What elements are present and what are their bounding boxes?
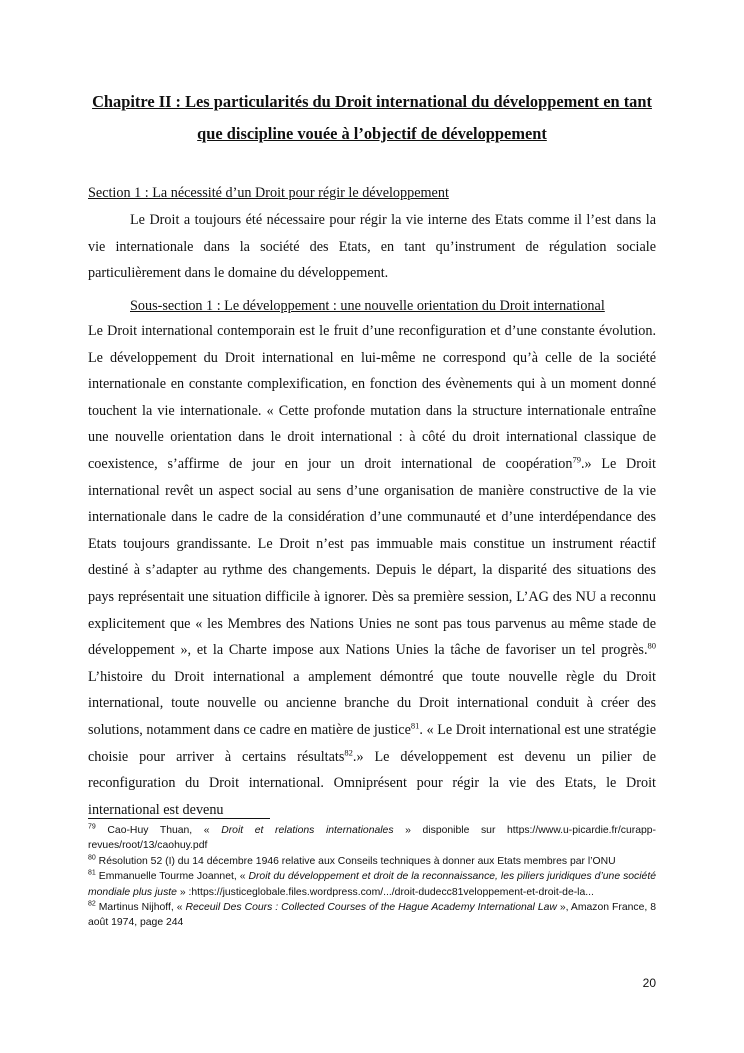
paragraph-text-4: . « Le Droit international est une stratégie choisie pour arriver à certains résultats	[88, 721, 656, 765]
subsection-paragraph	[88, 318, 656, 823]
footnote-text: » :https://justiceglobale.files.wordpress.com/.../droit-dudecc81veloppement-et-droit-de-la...	[176, 886, 594, 898]
footnote-number: 82	[88, 900, 96, 908]
footnote-number: 79	[88, 823, 96, 831]
footnote-81	[88, 869, 656, 900]
subsection-heading: Sous-section 1 : Le développement : une nouvelle orientation du Droit international	[130, 298, 605, 314]
footnote-number: 81	[88, 869, 96, 877]
footnote-ref-82: 82	[344, 746, 353, 757]
footnote-title: Droit et relations internationales	[221, 825, 394, 836]
footnote-title: Receuil Des Cours : Collected Courses of the Hague Academy International Law	[185, 902, 557, 914]
footnote-number: 80	[88, 854, 96, 862]
footnote-ref-81: 81	[410, 720, 420, 731]
footnote-80	[88, 854, 656, 869]
footnote-text: Cao-Huy Thuan, «	[95, 825, 222, 836]
footnotes	[88, 823, 656, 931]
paragraph-text-1: Le Droit international contemporain est le fruit d’une reconfiguration et d’une constante évolution. Le développement du Droit international en lui-même ne correspond qu’à celle de la société internationale en constante complexification, en fonction des évènements qui à un moment donné touchent la vie internationale. « Cette profonde mutation dans la structure internationale entraîne une nouvelle orientation dans le droit international : à côté du droit international classique de coexistence, s’affirme de jour en jour un droit international de coopération	[88, 323, 656, 472]
footnote-ref-79: 79	[572, 454, 581, 465]
footnote-ref-80: 80	[647, 640, 656, 651]
page-number: 20	[642, 976, 656, 990]
footnote-79	[88, 823, 656, 854]
footnote-text: Emmanuelle Tourme Joannet, «	[95, 871, 249, 883]
paragraph-text-3: L’histoire du Droit international a amplement démontré que toute nouvelle règle du Droit international, toute nouvelle ou ancienne branche du Droit international conduit à créer des solutions, notamment dans ce cadre en matière de justice	[88, 668, 656, 738]
paragraph-text-5: .» Le développement est devenu un pilier de reconfiguration du Droit international. Omniprésent pour régir la vie des Etats, le Droit international est devenu	[88, 748, 656, 818]
footnote-text: Martinus Nijhoff, «	[95, 902, 186, 914]
footnote-text: Résolution 52 (I) du 14 décembre 1946 relative aux Conseils techniques à donner aux Etats membres par l’ONU	[95, 855, 616, 867]
paragraph-text-2: .» Le Droit international revêt un aspect social au sens d’une organisation de manière constructive de la vie internationale dans le cadre de la considération d’une communauté et d’une interdépendance des Etats toujours grandissante. Le Droit n’est pas immuable mais constitue un instrument réactif destiné à s’adapter au rythme des changements. Depuis le départ, la disparité des situations des pays représentait une situation difficile à ignorer. Dès sa première session, L’AG des NU a reconnu explicitement que « les Membres des Nations Unies ne sont pas tous parvenus au même stade de développement », et la Charte impose aux Nations Unies la tâche de favoriser un tel progrès.	[88, 455, 656, 659]
section-heading: Section 1 : La nécessité d’un Droit pour régir le développement	[88, 185, 449, 201]
chapter-title: Chapitre II : Les particularités du Droit international du développement en tant que discipline vouée à l’objectif de développement	[92, 92, 652, 143]
footnote-text: » disponible sur https://www.u-picardie.fr/curapp-revues/root/13/caohuy.pdf	[88, 825, 657, 852]
footnote-separator	[88, 818, 270, 819]
footnote-text: », Amazon France, 8 août 1974, page 244	[88, 902, 656, 929]
section-paragraph: Le Droit a toujours été nécessaire pour régir la vie interne des Etats comme il l’est dans la vie internationale dans la société des Etats, en tant qu’instrument de régulation sociale particulièrement dans le domaine du développement.	[88, 212, 656, 282]
footnote-title: Droit du développement et droit de la reconnaissance, les piliers juridiques d’une société mondiale plus juste	[88, 871, 656, 898]
footnote-82	[88, 900, 656, 931]
